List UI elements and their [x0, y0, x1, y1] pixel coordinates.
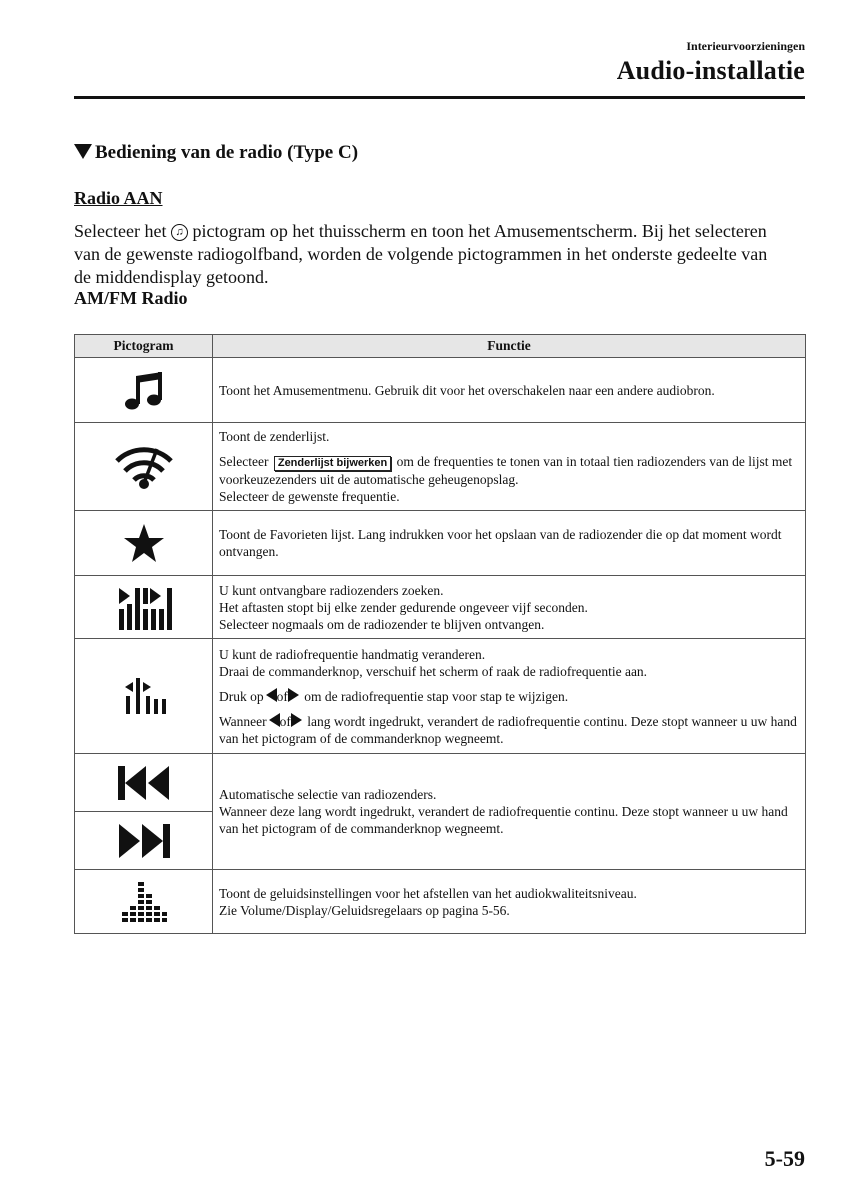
function-text: Wanneer deze lang wordt ingedrukt, verandert de radiofrequentie continu. Deze stopt wanneer u uw hand van het pictogram of de commanderknop wegneemt. — [219, 804, 788, 836]
function-text: Selecteer de gewenste frequentie. — [219, 489, 400, 504]
arrow-left-icon — [269, 713, 280, 727]
scan-icon — [116, 584, 172, 630]
press-prefix: Druk op — [219, 688, 264, 704]
function-cell — [213, 754, 806, 870]
function-text — [219, 453, 799, 488]
equalizer-icon — [120, 880, 168, 924]
pictogram-cell — [75, 870, 213, 934]
function-text: Toont de geluidsinstellingen voor het afstellen van het audiokwaliteitsniveau. — [219, 885, 637, 901]
function-cell — [213, 576, 806, 639]
arrow-left-icon — [266, 688, 277, 702]
header-section: Interieurvoorzieningen — [686, 39, 805, 53]
pictogram-cell — [75, 358, 213, 423]
table-row — [75, 511, 806, 576]
skip-previous-icon — [116, 764, 172, 802]
function-cell — [213, 639, 806, 754]
or-text: of — [276, 688, 288, 704]
table-row — [75, 754, 806, 812]
function-text: Toont de Favorieten lijst. Lang indrukken voor het opslaan van de radiozender die op dat moment wordt ontvangen. — [219, 527, 782, 559]
function-text: Automatische selectie van radiozenders. — [219, 787, 437, 802]
manual-tune-icon — [122, 676, 166, 716]
function-text — [219, 713, 799, 747]
col-functie: Functie — [213, 335, 806, 358]
table-row — [75, 870, 806, 934]
section-title-text: Bediening van de radio (Type C) — [95, 142, 359, 163]
intro-before: Selecteer het — [74, 221, 167, 241]
table-row — [75, 576, 806, 639]
function-text: Selecteer nogmaals om de radiozender te blijven ontvangen. — [219, 616, 545, 632]
subheading: Radio AAN — [74, 188, 163, 208]
function-text: Zie Volume/Display/Geluidsregelaars op pagina 5-56. — [219, 902, 510, 918]
page-number: 5-59 — [764, 1146, 805, 1171]
function-text: Toont het Amusementmenu. Gebruik dit voor het overschakelen naar een andere audiobron. — [219, 382, 715, 398]
select-suffix: om de frequenties te tonen van in totaal tien radiozenders van de lijst met voorkeuzezenders uit de automatische geheugenopslag. — [219, 454, 793, 487]
pictogram-cell — [75, 511, 213, 576]
arrow-right-icon — [288, 688, 299, 702]
pictogram-cell — [75, 639, 213, 754]
function-text: Draai de commanderknop, verschuif het scherm of raak de radiofrequentie aan. — [219, 663, 648, 679]
function-text: Het aftasten stopt bij elke zender gedurende ongeveer vijf seconden. — [219, 599, 588, 615]
col-pictogram: Pictogram — [75, 335, 213, 358]
function-text: U kunt de radiofrequentie handmatig veranderen. — [219, 646, 486, 662]
pictogram-cell — [75, 576, 213, 639]
select-prefix: Selecteer — [219, 454, 269, 469]
star-icon — [123, 523, 165, 563]
function-text: U kunt ontvangbare radiozenders zoeken. — [219, 582, 444, 598]
function-cell — [213, 870, 806, 934]
or-text: of — [279, 713, 291, 729]
intro-after: pictogram op het thuisscherm en toon het Amusementscherm. Bij het selecteren van de gewenste radiogolfband, worden de volgende pictogrammen in het onderste gedeelte van de middendisplay getoond. — [74, 221, 768, 287]
function-cell — [213, 511, 806, 576]
update-station-list-button[interactable]: Zenderlijst bijwerken — [274, 456, 391, 471]
page-title: Audio-installatie — [616, 56, 805, 85]
music-note-icon: ♫ — [171, 224, 188, 241]
pictogram-cell — [75, 754, 213, 812]
function-cell — [213, 423, 806, 511]
amfm-label: AM/FM Radio — [74, 288, 188, 308]
table-row — [75, 358, 806, 423]
section-title — [74, 142, 358, 164]
table-row — [75, 639, 806, 754]
intro-paragraph — [74, 220, 774, 289]
pictogram-cell — [75, 812, 213, 870]
arrow-right-icon — [291, 713, 302, 727]
press-suffix: om de radiofrequentie stap voor stap te wijzigen. — [304, 688, 569, 704]
skip-next-icon — [116, 822, 172, 860]
pictogram-table — [74, 334, 806, 934]
table-row — [75, 423, 806, 511]
pictogram-cell — [75, 423, 213, 511]
triangle-down-icon — [74, 144, 92, 159]
station-list-icon — [113, 443, 175, 491]
function-cell — [213, 358, 806, 423]
header-rule — [74, 96, 805, 99]
function-text — [219, 688, 799, 705]
function-text: Toont de zenderlijst. — [219, 429, 330, 444]
hold-suffix: lang wordt ingedrukt, verandert de radiofrequentie continu. Deze stopt wanneer u uw hand van het pictogram of de commanderknop wegneemt. — [219, 713, 797, 746]
music-note-icon — [122, 368, 166, 412]
table-header-row — [75, 335, 806, 358]
hold-prefix: Wanneer — [219, 713, 267, 729]
